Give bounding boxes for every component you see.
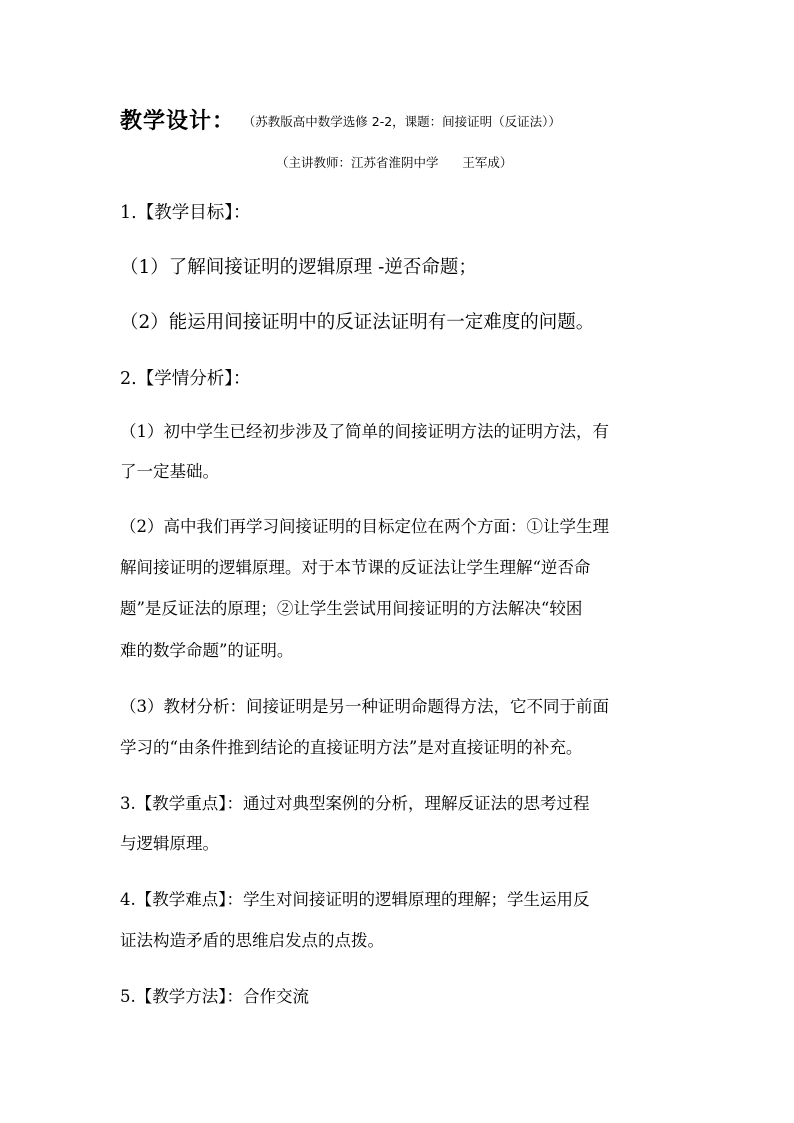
difficulties-line2: 证法构造矛盾的思维启发点的点拨。 xyxy=(120,931,384,950)
analysis-p2-line2: 解间接证明的逻辑原理。对于本节课的反证法让学生理解“逆否命 xyxy=(120,558,591,577)
difficulties-line1: 4.【教学难点】：学生对间接证明的逻辑原理的理解；学生运用反 xyxy=(120,890,590,909)
key-points-line2: 与逻辑原理。 xyxy=(120,834,219,853)
goals-item-1: （1）了解间接证明的逻辑原理 -逆否命题； xyxy=(120,257,477,278)
analysis-p3-line1: （3）教材分析：间接证明是另一种证明命题得方法，它不同于前面 xyxy=(120,697,609,716)
key-points-line1: 3.【教学重点】：通过对典型案例的分析，理解反证法的思考过程 xyxy=(120,794,590,813)
analysis-p1-line2: 了一定基础。 xyxy=(120,462,219,481)
analysis-p2-line1: （2）高中我们再学习间接证明的目标定位在两个方面：①让学生理 xyxy=(120,517,609,536)
document-title: 教学设计： xyxy=(120,109,236,134)
teacher-line: （主讲教师：江苏省淮阴中学 王军成） xyxy=(276,155,513,170)
analysis-p1-line1: （1）初中学生已经初步涉及了简单的间接证明方法的证明方法，有 xyxy=(120,422,609,441)
analysis-heading: 2.【学情分析】： xyxy=(120,369,251,389)
document-subtitle: （苏教版高中数学选修 2-2，课题：间接证明（反证法）） xyxy=(249,114,561,129)
goals-item-2: （2）能运用间接证明中的反证法证明有一定难度的问题。 xyxy=(120,312,595,333)
methods-line1: 5.【教学方法】：合作交流 xyxy=(120,987,309,1006)
analysis-p2-line4: 难的数学命题”的证明。 xyxy=(120,641,294,660)
document-title-row xyxy=(120,104,561,135)
analysis-p3-line2: 学习的“由条件推到结论的直接证明方法”是对直接证明的补充。 xyxy=(120,738,583,757)
goals-heading: 1.【教学目标】： xyxy=(120,203,251,223)
analysis-p2-line3: 题”是反证法的原理；②让学生尝试用间接证明的方法解决“较困 xyxy=(120,599,583,618)
